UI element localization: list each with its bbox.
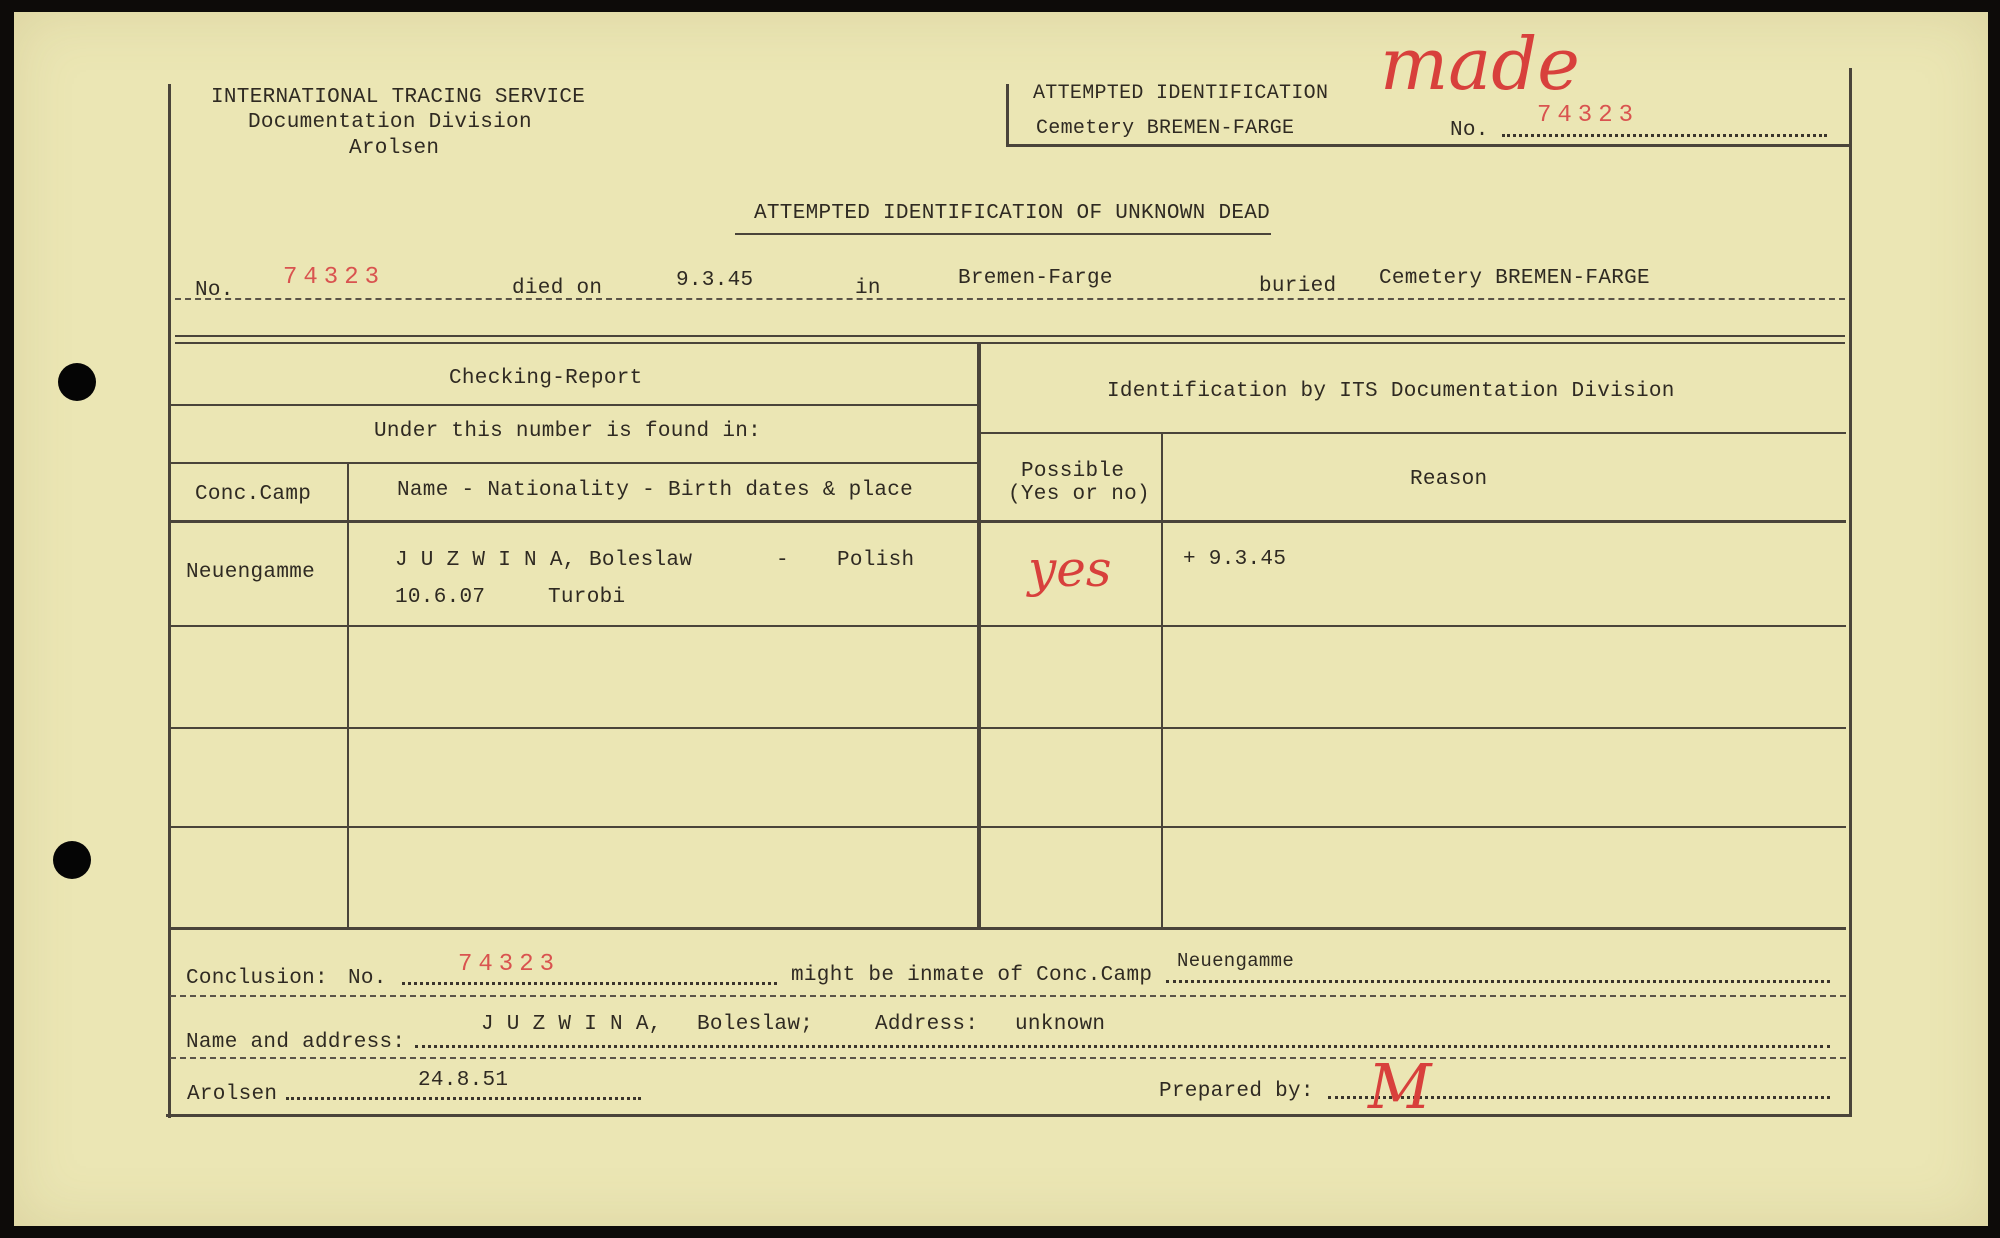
row-rule-2 <box>170 727 1846 729</box>
checking-report-subtitle: Under this number is found in: <box>374 420 762 443</box>
col-header-possible-2: (Yes or no) <box>1008 483 1150 506</box>
info-in-value: Bremen-Farge <box>958 267 1113 290</box>
frame-left <box>168 84 171 1118</box>
double-rule-bottom <box>175 342 1845 344</box>
footer-place: Arolsen <box>187 1083 278 1106</box>
conclusion-rule <box>170 995 1846 997</box>
header-no-dots <box>1502 134 1827 137</box>
left-title-rule <box>170 404 977 406</box>
table-center-divider <box>977 342 981 927</box>
col-divider-possible <box>1161 432 1163 927</box>
left-subtitle-rule <box>170 462 977 464</box>
info-buried-label: buried <box>1259 275 1337 298</box>
header-no-label: No. <box>1450 119 1489 142</box>
entry-dash: - <box>776 549 789 572</box>
prepared-by-signature: M <box>1368 1050 1432 1123</box>
entry-surname: J U Z W I N A, <box>395 549 576 572</box>
punch-hole-bottom <box>53 841 91 879</box>
frame-bottom <box>166 1114 1852 1117</box>
conclusion-camp-dots <box>1166 980 1830 983</box>
header-box-left <box>1006 84 1009 144</box>
footer-date: 24.8.51 <box>418 1069 509 1092</box>
entry-nationality: Polish <box>837 549 915 572</box>
col-header-possible-1: Possible <box>1021 460 1125 483</box>
made-stamp: made <box>1380 22 1580 106</box>
col-header-name: Name - Nationality - Birth dates & place <box>397 479 914 502</box>
prepared-by-label: Prepared by: <box>1159 1080 1314 1103</box>
conclusion-no-dots <box>402 982 777 985</box>
col-header-reason: Reason <box>1410 468 1488 491</box>
header-box-title: ATTEMPTED IDENTIFICATION <box>1033 82 1329 105</box>
name-address-label: Name and address: <box>186 1031 406 1054</box>
header-no-value: 74323 <box>1537 102 1640 129</box>
identification-title: Identification by ITS Documentation Division <box>1107 380 1675 403</box>
address-value: unknown <box>1015 1013 1106 1036</box>
info-died-label: died on <box>512 277 603 300</box>
table-bottom-rule <box>170 927 1846 930</box>
info-in-label: in <box>855 277 881 300</box>
org-line-3: Arolsen <box>349 137 440 160</box>
conclusion-label: Conclusion: <box>186 967 328 990</box>
conclusion-no-label: No. <box>348 967 387 990</box>
right-title-rule <box>981 432 1846 434</box>
org-line-1: INTERNATIONAL TRACING SERVICE <box>211 86 586 109</box>
col-divider-camp <box>347 462 349 927</box>
double-rule-top <box>175 335 1845 337</box>
checking-report-title: Checking-Report <box>449 367 643 390</box>
conclusion-camp: Neuengamme <box>1177 950 1295 972</box>
row-rule-1 <box>170 625 1846 627</box>
address-label: Address: <box>875 1013 979 1036</box>
conclusion-inmate-text: might be inmate of Conc.Camp <box>791 964 1153 987</box>
entry-birth-date: 10.6.07 <box>395 586 486 609</box>
conclusion-no-value: 74323 <box>458 951 561 978</box>
name-address-dots <box>415 1045 1830 1048</box>
footer-date-dots <box>286 1097 641 1100</box>
entry-birth-place: Turobi <box>548 586 626 609</box>
header-box-bottom <box>1006 144 1849 147</box>
info-no-value: 74323 <box>283 264 386 291</box>
document-title: ATTEMPTED IDENTIFICATION OF UNKNOWN DEAD <box>754 202 1271 225</box>
col-header-camp: Conc.Camp <box>195 483 312 506</box>
row-rule-3 <box>170 826 1846 828</box>
info-buried-value: Cemetery BREMEN-FARGE <box>1379 267 1650 290</box>
org-line-2: Documentation Division <box>248 111 532 134</box>
entry-reason: + 9.3.45 <box>1183 548 1287 571</box>
name-address-rule <box>170 1057 1846 1059</box>
name-address-firstname: Boleslaw; <box>697 1013 814 1036</box>
info-no-label: No. <box>195 279 234 302</box>
title-underline <box>735 233 1271 235</box>
info-died-value: 9.3.45 <box>676 269 754 292</box>
entry-camp: Neuengamme <box>186 561 316 584</box>
header-row-rule <box>170 520 1846 523</box>
punch-hole-top <box>58 363 96 401</box>
entry-firstname: Boleslaw <box>589 549 693 572</box>
header-box-cemetery: Cemetery BREMEN-FARGE <box>1036 117 1295 140</box>
frame-right <box>1849 68 1852 1114</box>
info-row-line <box>175 298 1845 300</box>
name-address-surname: J U Z W I N A, <box>481 1013 662 1036</box>
entry-possible-handwritten: yes <box>1028 540 1112 598</box>
